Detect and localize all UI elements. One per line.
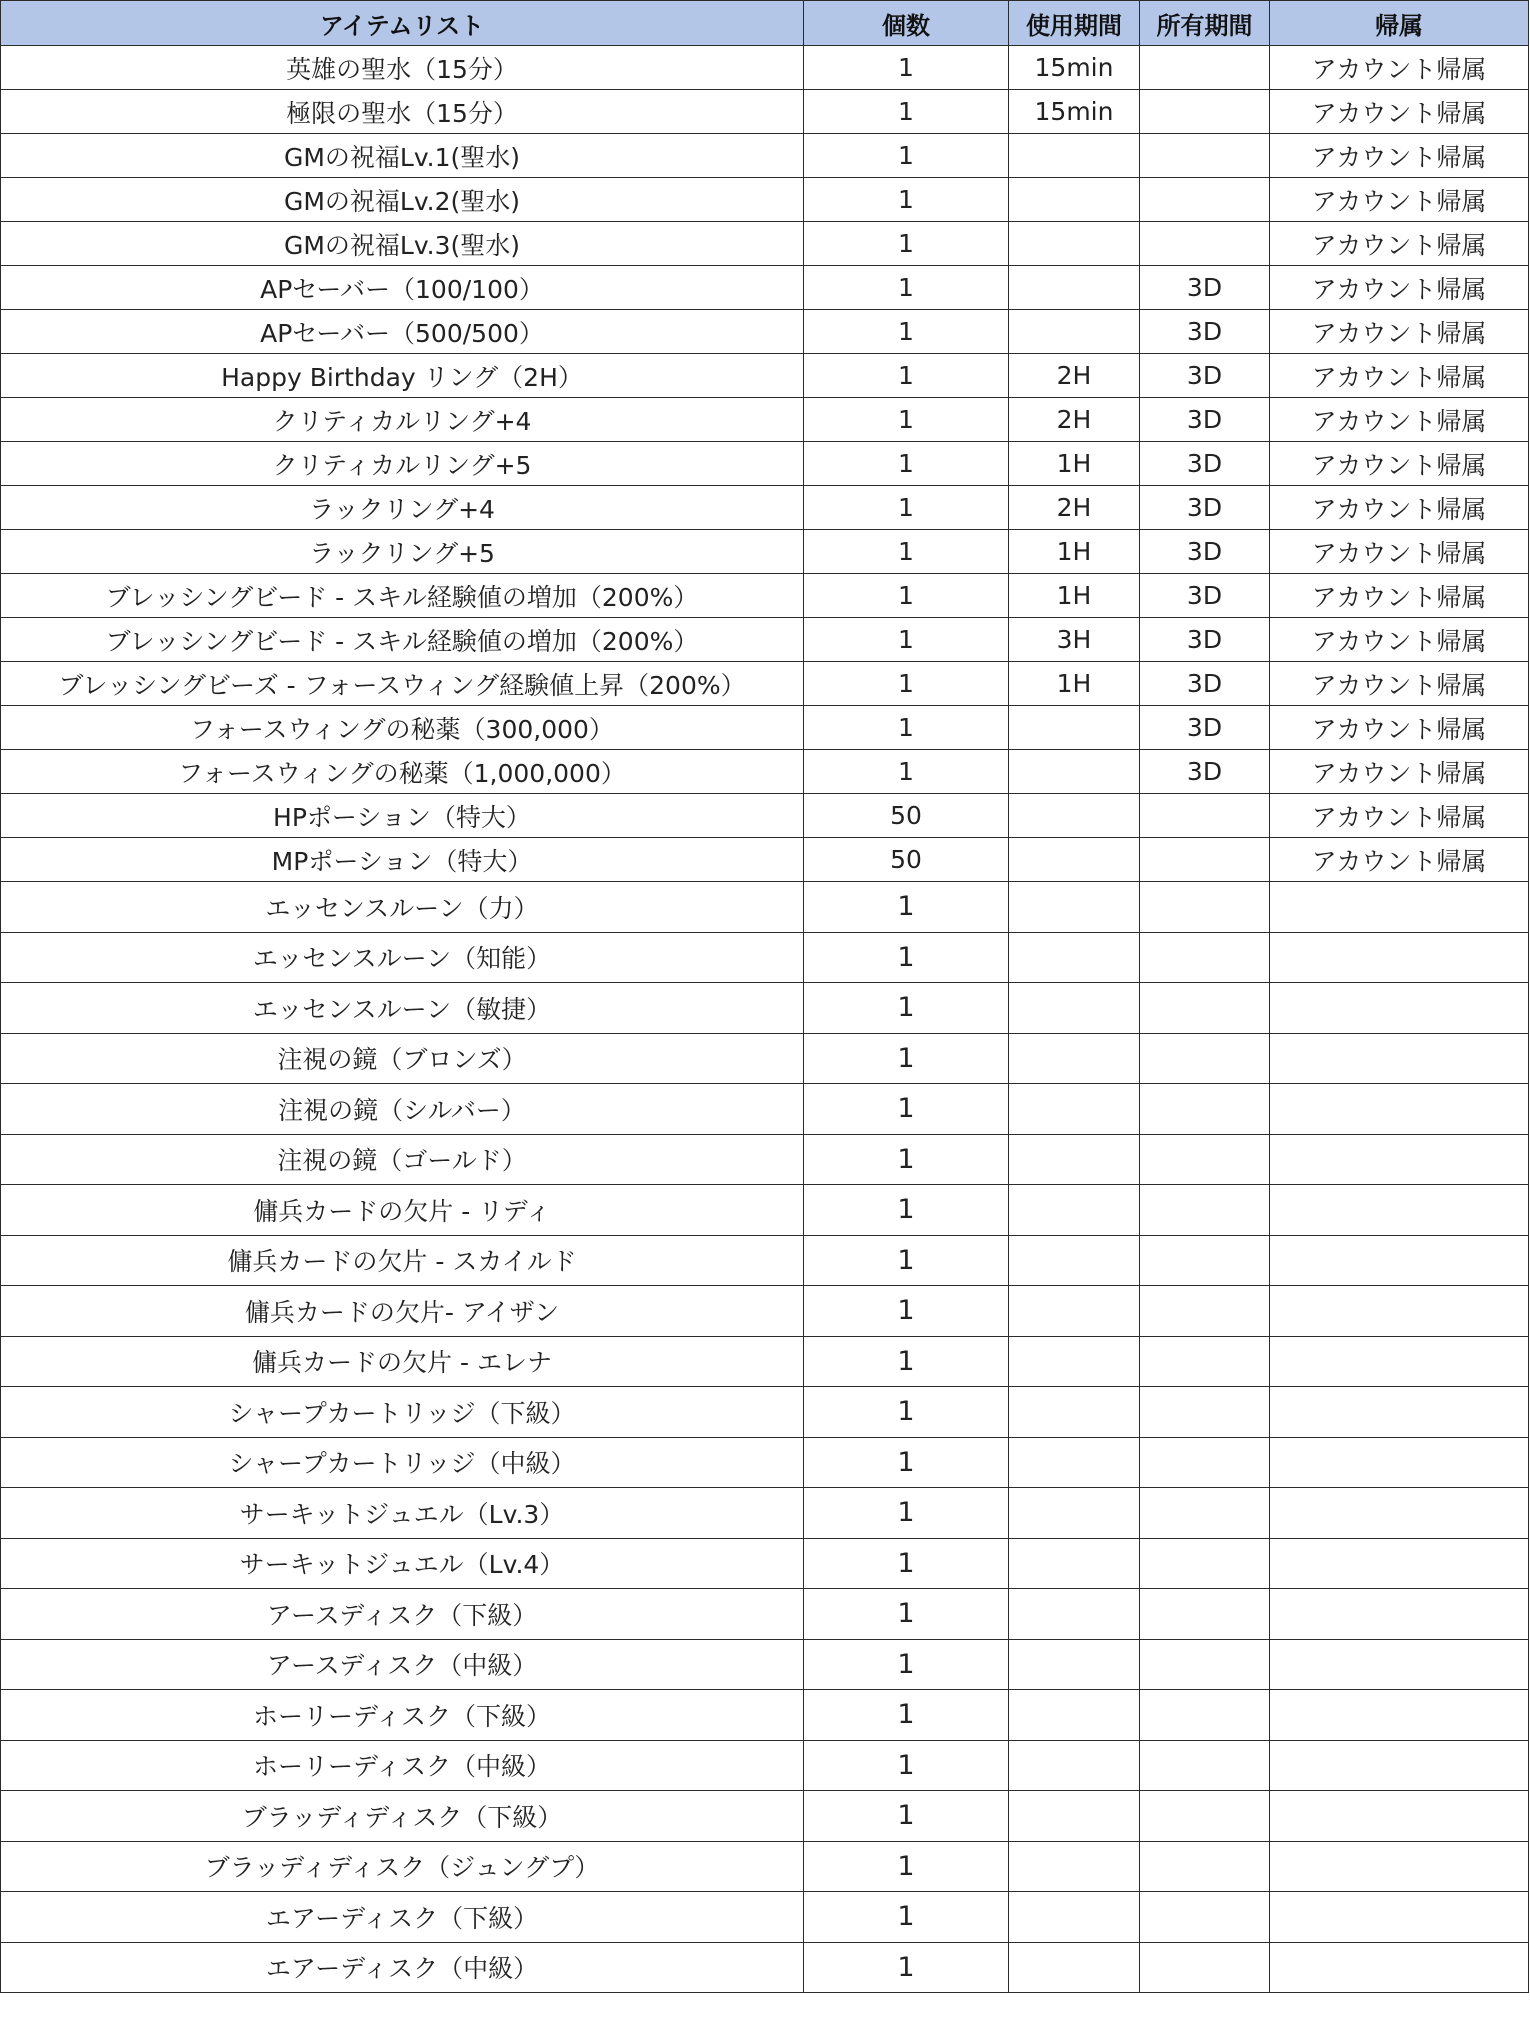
item-name-cell: Happy Birthday リング（2H） xyxy=(1,354,804,398)
item-name-cell: 注視の鏡（ブロンズ） xyxy=(1,1033,804,1084)
quantity-cell: 1 xyxy=(804,983,1009,1034)
item-name-cell: エッセンスルーン（知能） xyxy=(1,932,804,983)
use-period-cell: 1H xyxy=(1009,574,1140,618)
item-name-cell: エアーディスク（下級） xyxy=(1,1892,804,1943)
own-period-cell xyxy=(1140,932,1270,983)
use-period-cell xyxy=(1009,1488,1140,1539)
quantity-cell: 1 xyxy=(804,398,1009,442)
binding-cell xyxy=(1270,882,1529,933)
item-name-cell: ホーリーディスク（中級） xyxy=(1,1740,804,1791)
quantity-cell: 1 xyxy=(804,178,1009,222)
own-period-cell: 3D xyxy=(1140,750,1270,794)
binding-cell xyxy=(1270,1185,1529,1236)
own-period-cell xyxy=(1140,134,1270,178)
binding-cell: アカウント帰属 xyxy=(1270,838,1529,882)
use-period-cell xyxy=(1009,1690,1140,1741)
use-period-cell xyxy=(1009,1942,1140,1993)
item-name-cell: アースディスク（下級） xyxy=(1,1589,804,1640)
own-period-cell xyxy=(1140,1387,1270,1438)
own-period-cell xyxy=(1140,1084,1270,1135)
quantity-cell: 1 xyxy=(804,310,1009,354)
own-period-cell: 3D xyxy=(1140,398,1270,442)
own-period-cell xyxy=(1140,1134,1270,1185)
quantity-cell: 1 xyxy=(804,1740,1009,1791)
quantity-cell: 1 xyxy=(804,1892,1009,1943)
own-period-cell: 3D xyxy=(1140,442,1270,486)
table-row xyxy=(1,882,1529,933)
table-row xyxy=(1,134,1529,178)
use-period-cell: 1H xyxy=(1009,442,1140,486)
quantity-cell: 1 xyxy=(804,1690,1009,1741)
own-period-cell: 3D xyxy=(1140,618,1270,662)
binding-cell: アカウント帰属 xyxy=(1270,486,1529,530)
binding-cell xyxy=(1270,1942,1529,1993)
item-name-cell: 傭兵カードの欠片- アイザン xyxy=(1,1286,804,1337)
use-period-cell xyxy=(1009,1437,1140,1488)
own-period-cell xyxy=(1140,1538,1270,1589)
own-period-cell xyxy=(1140,983,1270,1034)
table-row xyxy=(1,1942,1529,1993)
quantity-cell: 50 xyxy=(804,838,1009,882)
table-row xyxy=(1,486,1529,530)
table-row xyxy=(1,618,1529,662)
binding-cell: アカウント帰属 xyxy=(1270,354,1529,398)
binding-cell: アカウント帰属 xyxy=(1270,134,1529,178)
item-name-cell: 傭兵カードの欠片 - エレナ xyxy=(1,1336,804,1387)
binding-cell: アカウント帰属 xyxy=(1270,46,1529,90)
binding-cell: アカウント帰属 xyxy=(1270,178,1529,222)
item-name-cell: 傭兵カードの欠片 - リディ xyxy=(1,1185,804,1236)
quantity-cell: 1 xyxy=(804,1033,1009,1084)
item-name-cell: エッセンスルーン（敏捷） xyxy=(1,983,804,1034)
use-period-cell: 2H xyxy=(1009,398,1140,442)
table-row xyxy=(1,178,1529,222)
binding-cell: アカウント帰属 xyxy=(1270,266,1529,310)
table-row xyxy=(1,1336,1529,1387)
item-name-cell: サーキットジュエル（Lv.3） xyxy=(1,1488,804,1539)
quantity-cell: 1 xyxy=(804,90,1009,134)
table-row xyxy=(1,794,1529,838)
quantity-cell: 1 xyxy=(804,222,1009,266)
header-use-period: 使用期間 xyxy=(1009,1,1140,46)
item-name-cell: ブラッディディスク（下級） xyxy=(1,1791,804,1842)
item-name-cell: エアーディスク（中級） xyxy=(1,1942,804,1993)
item-name-cell: ホーリーディスク（下級） xyxy=(1,1690,804,1741)
header-own-period: 所有期間 xyxy=(1140,1,1270,46)
use-period-cell xyxy=(1009,838,1140,882)
quantity-cell: 1 xyxy=(804,1387,1009,1438)
quantity-cell: 1 xyxy=(804,530,1009,574)
own-period-cell xyxy=(1140,1841,1270,1892)
table-row xyxy=(1,706,1529,750)
binding-cell: アカウント帰属 xyxy=(1270,310,1529,354)
item-name-cell: 注視の鏡（ゴールド） xyxy=(1,1134,804,1185)
use-period-cell xyxy=(1009,134,1140,178)
item-name-cell: 注視の鏡（シルバー） xyxy=(1,1084,804,1135)
quantity-cell: 1 xyxy=(804,882,1009,933)
own-period-cell xyxy=(1140,1235,1270,1286)
quantity-cell: 1 xyxy=(804,932,1009,983)
quantity-cell: 1 xyxy=(804,266,1009,310)
use-period-cell xyxy=(1009,794,1140,838)
item-name-cell: クリティカルリング+4 xyxy=(1,398,804,442)
header-quantity: 個数 xyxy=(804,1,1009,46)
table-row xyxy=(1,90,1529,134)
own-period-cell: 3D xyxy=(1140,530,1270,574)
binding-cell: アカウント帰属 xyxy=(1270,750,1529,794)
binding-cell xyxy=(1270,1336,1529,1387)
own-period-cell: 3D xyxy=(1140,486,1270,530)
item-name-cell: 傭兵カードの欠片 - スカイルド xyxy=(1,1235,804,1286)
table-row xyxy=(1,1134,1529,1185)
binding-cell: アカウント帰属 xyxy=(1270,794,1529,838)
quantity-cell: 1 xyxy=(804,1134,1009,1185)
table-row xyxy=(1,398,1529,442)
own-period-cell xyxy=(1140,1185,1270,1236)
use-period-cell xyxy=(1009,1589,1140,1640)
use-period-cell xyxy=(1009,706,1140,750)
item-name-cell: GMの祝福Lv.2(聖水) xyxy=(1,178,804,222)
own-period-cell xyxy=(1140,1286,1270,1337)
item-name-cell: サーキットジュエル（Lv.4） xyxy=(1,1538,804,1589)
binding-cell xyxy=(1270,1235,1529,1286)
header-item-list: アイテムリスト xyxy=(1,1,804,46)
quantity-cell: 1 xyxy=(804,618,1009,662)
use-period-cell xyxy=(1009,1892,1140,1943)
use-period-cell xyxy=(1009,1841,1140,1892)
item-name-cell: フォースウィングの秘薬（300,000） xyxy=(1,706,804,750)
use-period-cell xyxy=(1009,1538,1140,1589)
binding-cell: アカウント帰属 xyxy=(1270,442,1529,486)
table-row xyxy=(1,1740,1529,1791)
own-period-cell: 3D xyxy=(1140,662,1270,706)
binding-cell xyxy=(1270,1387,1529,1438)
own-period-cell xyxy=(1140,1690,1270,1741)
own-period-cell: 3D xyxy=(1140,706,1270,750)
table-row xyxy=(1,1235,1529,1286)
quantity-cell: 1 xyxy=(804,1185,1009,1236)
binding-cell xyxy=(1270,983,1529,1034)
binding-cell xyxy=(1270,1639,1529,1690)
binding-cell xyxy=(1270,1690,1529,1741)
table-row xyxy=(1,1538,1529,1589)
table-row xyxy=(1,1488,1529,1539)
own-period-cell xyxy=(1140,1437,1270,1488)
own-period-cell xyxy=(1140,178,1270,222)
table-row xyxy=(1,310,1529,354)
item-name-cell: ブレッシングビード - スキル経験値の増加（200%） xyxy=(1,618,804,662)
table-body xyxy=(1,46,1529,1993)
item-name-cell: HPポーション（特大） xyxy=(1,794,804,838)
table-row xyxy=(1,932,1529,983)
quantity-cell: 1 xyxy=(804,1437,1009,1488)
item-name-cell: クリティカルリング+5 xyxy=(1,442,804,486)
quantity-cell: 1 xyxy=(804,442,1009,486)
use-period-cell xyxy=(1009,310,1140,354)
table-row xyxy=(1,1841,1529,1892)
use-period-cell xyxy=(1009,1791,1140,1842)
own-period-cell xyxy=(1140,1740,1270,1791)
own-period-cell: 3D xyxy=(1140,310,1270,354)
item-name-cell: APセーバー（500/500） xyxy=(1,310,804,354)
table-row xyxy=(1,983,1529,1034)
use-period-cell xyxy=(1009,1084,1140,1135)
item-name-cell: ブレッシングビーズ - フォースウィング経験値上昇（200%） xyxy=(1,662,804,706)
quantity-cell: 1 xyxy=(804,1235,1009,1286)
use-period-cell xyxy=(1009,1033,1140,1084)
item-name-cell: アースディスク（中級） xyxy=(1,1639,804,1690)
own-period-cell xyxy=(1140,794,1270,838)
use-period-cell: 2H xyxy=(1009,486,1140,530)
binding-cell xyxy=(1270,1286,1529,1337)
use-period-cell xyxy=(1009,1639,1140,1690)
table-row xyxy=(1,1033,1529,1084)
use-period-cell xyxy=(1009,222,1140,266)
table-row xyxy=(1,1791,1529,1842)
table-row xyxy=(1,838,1529,882)
binding-cell xyxy=(1270,1892,1529,1943)
binding-cell: アカウント帰属 xyxy=(1270,530,1529,574)
header-binding: 帰属 xyxy=(1270,1,1529,46)
item-name-cell: APセーバー（100/100） xyxy=(1,266,804,310)
table-header xyxy=(1,1,1529,46)
item-name-cell: GMの祝福Lv.1(聖水) xyxy=(1,134,804,178)
binding-cell xyxy=(1270,1841,1529,1892)
binding-cell xyxy=(1270,1791,1529,1842)
table-row xyxy=(1,662,1529,706)
table-row xyxy=(1,1437,1529,1488)
binding-cell: アカウント帰属 xyxy=(1270,662,1529,706)
binding-cell: アカウント帰属 xyxy=(1270,398,1529,442)
binding-cell: アカウント帰属 xyxy=(1270,706,1529,750)
quantity-cell: 1 xyxy=(804,354,1009,398)
item-name-cell: ブラッディディスク（ジュングプ） xyxy=(1,1841,804,1892)
item-name-cell: ラックリング+5 xyxy=(1,530,804,574)
use-period-cell xyxy=(1009,1286,1140,1337)
use-period-cell: 15min xyxy=(1009,46,1140,90)
use-period-cell xyxy=(1009,932,1140,983)
item-name-cell: シャープカートリッジ（下級） xyxy=(1,1387,804,1438)
use-period-cell xyxy=(1009,1740,1140,1791)
item-name-cell: GMの祝福Lv.3(聖水) xyxy=(1,222,804,266)
quantity-cell: 1 xyxy=(804,1286,1009,1337)
table-row xyxy=(1,46,1529,90)
own-period-cell xyxy=(1140,1336,1270,1387)
table-row xyxy=(1,1892,1529,1943)
quantity-cell: 50 xyxy=(804,794,1009,838)
own-period-cell xyxy=(1140,222,1270,266)
use-period-cell: 1H xyxy=(1009,662,1140,706)
own-period-cell xyxy=(1140,1791,1270,1842)
item-name-cell: ラックリング+4 xyxy=(1,486,804,530)
table-row xyxy=(1,1690,1529,1741)
quantity-cell: 1 xyxy=(804,1084,1009,1135)
binding-cell xyxy=(1270,1437,1529,1488)
binding-cell xyxy=(1270,1589,1529,1640)
own-period-cell xyxy=(1140,46,1270,90)
use-period-cell xyxy=(1009,750,1140,794)
quantity-cell: 1 xyxy=(804,750,1009,794)
quantity-cell: 1 xyxy=(804,1589,1009,1640)
use-period-cell: 15min xyxy=(1009,90,1140,134)
binding-cell: アカウント帰属 xyxy=(1270,618,1529,662)
quantity-cell: 1 xyxy=(804,1538,1009,1589)
own-period-cell: 3D xyxy=(1140,574,1270,618)
quantity-cell: 1 xyxy=(804,662,1009,706)
own-period-cell xyxy=(1140,90,1270,134)
use-period-cell xyxy=(1009,266,1140,310)
item-name-cell: 極限の聖水（15分） xyxy=(1,90,804,134)
own-period-cell: 3D xyxy=(1140,354,1270,398)
own-period-cell xyxy=(1140,1942,1270,1993)
quantity-cell: 1 xyxy=(804,46,1009,90)
use-period-cell: 2H xyxy=(1009,354,1140,398)
use-period-cell xyxy=(1009,882,1140,933)
quantity-cell: 1 xyxy=(804,1336,1009,1387)
item-name-cell: フォースウィングの秘薬（1,000,000） xyxy=(1,750,804,794)
header-row xyxy=(1,1,1529,46)
item-name-cell: エッセンスルーン（力） xyxy=(1,882,804,933)
quantity-cell: 1 xyxy=(804,1791,1009,1842)
item-name-cell: ブレッシングビード - スキル経験値の増加（200%） xyxy=(1,574,804,618)
binding-cell xyxy=(1270,1033,1529,1084)
use-period-cell xyxy=(1009,1185,1140,1236)
own-period-cell xyxy=(1140,838,1270,882)
quantity-cell: 1 xyxy=(804,706,1009,750)
binding-cell: アカウント帰属 xyxy=(1270,222,1529,266)
table-row xyxy=(1,1387,1529,1438)
quantity-cell: 1 xyxy=(804,1841,1009,1892)
table-row xyxy=(1,1639,1529,1690)
use-period-cell: 1H xyxy=(1009,530,1140,574)
table-row xyxy=(1,530,1529,574)
binding-cell xyxy=(1270,1084,1529,1135)
use-period-cell: 3H xyxy=(1009,618,1140,662)
table-row xyxy=(1,1185,1529,1236)
binding-cell xyxy=(1270,932,1529,983)
table-row xyxy=(1,1084,1529,1135)
own-period-cell xyxy=(1140,1892,1270,1943)
use-period-cell xyxy=(1009,983,1140,1034)
table-row xyxy=(1,442,1529,486)
own-period-cell xyxy=(1140,1589,1270,1640)
use-period-cell xyxy=(1009,1336,1140,1387)
binding-cell xyxy=(1270,1134,1529,1185)
item-name-cell: MPポーション（特大） xyxy=(1,838,804,882)
item-name-cell: 英雄の聖水（15分） xyxy=(1,46,804,90)
quantity-cell: 1 xyxy=(804,574,1009,618)
own-period-cell xyxy=(1140,1639,1270,1690)
use-period-cell xyxy=(1009,178,1140,222)
own-period-cell: 3D xyxy=(1140,266,1270,310)
quantity-cell: 1 xyxy=(804,1942,1009,1993)
use-period-cell xyxy=(1009,1134,1140,1185)
quantity-cell: 1 xyxy=(804,1488,1009,1539)
own-period-cell xyxy=(1140,1488,1270,1539)
item-name-cell: シャープカートリッジ（中級） xyxy=(1,1437,804,1488)
binding-cell xyxy=(1270,1488,1529,1539)
quantity-cell: 1 xyxy=(804,486,1009,530)
quantity-cell: 1 xyxy=(804,134,1009,178)
table-row xyxy=(1,222,1529,266)
table-row xyxy=(1,574,1529,618)
binding-cell: アカウント帰属 xyxy=(1270,574,1529,618)
table-row xyxy=(1,750,1529,794)
use-period-cell xyxy=(1009,1235,1140,1286)
table-row xyxy=(1,266,1529,310)
binding-cell: アカウント帰属 xyxy=(1270,90,1529,134)
use-period-cell xyxy=(1009,1387,1140,1438)
own-period-cell xyxy=(1140,882,1270,933)
table-row xyxy=(1,354,1529,398)
binding-cell xyxy=(1270,1740,1529,1791)
quantity-cell: 1 xyxy=(804,1639,1009,1690)
table-row xyxy=(1,1286,1529,1337)
own-period-cell xyxy=(1140,1033,1270,1084)
table-row xyxy=(1,1589,1529,1640)
binding-cell xyxy=(1270,1538,1529,1589)
